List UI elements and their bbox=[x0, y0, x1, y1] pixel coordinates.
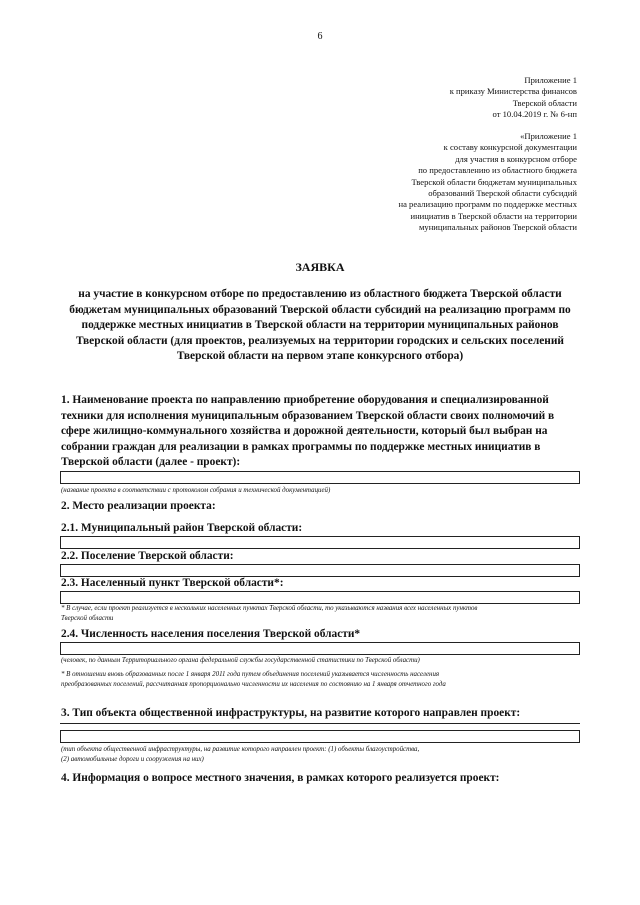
note-line: (2) автомобильные дороги и сооружения на них) bbox=[61, 756, 204, 763]
population-footnote bbox=[61, 670, 446, 690]
document-subtitle bbox=[55, 287, 585, 365]
section-1-line: 1. Наименование проекта по направлению приобретение оборудования и специализированной bbox=[61, 394, 549, 406]
section-2-4-heading: 2.4. Численность населения поселения Тверской области* bbox=[61, 628, 361, 640]
population-source-note: (человек, по данным Территориального органа федеральной службы государственной статистики по Тверской области) bbox=[61, 657, 420, 664]
note-line: (тип объекта общественной инфраструктуры, на развитие которого направлен проект: (1) объекты благоустройства, bbox=[61, 746, 420, 753]
section-1-heading bbox=[61, 393, 581, 471]
appendix-line: Тверской области bbox=[512, 97, 577, 108]
section-1-line: сфере жилищно-коммунального хозяйства и дорожной деятельности, который был выбран на bbox=[61, 425, 548, 437]
appendix-line: Тверской области бюджетам муниципальных bbox=[411, 176, 577, 187]
locality-field[interactable] bbox=[60, 591, 580, 604]
subtitle-line: Тверской области (для проектов, реализуемых на территории городских и сельских поселений bbox=[76, 334, 564, 347]
subtitle-line: поддержке местных инициатив в Тверской области на территории муниципальных районов bbox=[81, 319, 559, 331]
section-4-heading: 4. Информация о вопросе местного значения, в рамках которого реализуется проект: bbox=[61, 772, 500, 784]
population-field[interactable] bbox=[60, 642, 580, 655]
document-title: ЗАЯВКА bbox=[295, 260, 345, 274]
appendix-line: образований Тверской области субсидий bbox=[428, 188, 577, 199]
appendix-line: к приказу Министерства финансов bbox=[449, 86, 577, 97]
appendix-line: к составу конкурсной документации bbox=[443, 142, 577, 153]
appendix-line: от 10.04.2019 г. № 6-нп bbox=[492, 109, 577, 120]
note-line: * В случае, если проект реализуется в нескольких населенных пунктах Тверской области, то указываются названия всех населенных пунктов bbox=[61, 605, 478, 612]
section-3-heading: 3. Тип объекта общественной инфраструктуры, на развитие которого направлен проект: bbox=[61, 707, 521, 719]
appendix-line: для участия в конкурсном отборе bbox=[455, 153, 577, 164]
page-number: 6 bbox=[317, 31, 323, 42]
section-1-line: собрании граждан для реализации в рамках программы по поддержке местных инициатив в bbox=[61, 440, 541, 453]
infrastructure-type-field[interactable] bbox=[60, 730, 580, 743]
project-name-field[interactable] bbox=[60, 471, 580, 484]
note-line: Тверской области bbox=[61, 615, 114, 622]
municipal-district-field[interactable] bbox=[60, 536, 580, 549]
appendix-line: «Приложение 1 bbox=[520, 131, 577, 141]
appendix-line: на реализацию программ по поддержке местных bbox=[398, 199, 577, 210]
appendix-line: инициатив в Тверской области на территории bbox=[410, 210, 577, 221]
infrastructure-type-note bbox=[61, 745, 419, 765]
note-line: преобразованных поселений, рассчитанная пропорционально численности их населения по состоянию на 1 января отчетного года bbox=[61, 681, 446, 688]
note-line: * В отношении вновь образованных после 1 января 2011 года путем объединения поселений указывается численность населения bbox=[61, 671, 440, 678]
section-2-2-heading: 2.2. Поселение Тверской области: bbox=[61, 550, 234, 562]
section-2-heading: 2. Место реализации проекта: bbox=[61, 500, 216, 512]
subtitle-line: бюджетам муниципальных образований Тверской области субсидий на реализацию программ по bbox=[69, 303, 571, 316]
section-1-line: техники для исполнения муниципальным образованием Тверской области своих полномочий в bbox=[61, 409, 555, 422]
locality-note bbox=[61, 604, 477, 624]
project-name-note: (название проекта в соответствии с протоколом собрания и технической документацией) bbox=[61, 487, 331, 494]
appendix-line: по предоставлению из областного бюджета bbox=[418, 165, 577, 176]
section-2-1-heading: 2.1. Муниципальный район Тверской области: bbox=[61, 522, 303, 534]
appendix-line: Приложение 1 bbox=[524, 75, 577, 85]
settlement-field[interactable] bbox=[60, 564, 580, 577]
section-3-rule bbox=[60, 723, 580, 724]
subtitle-line: Тверской области на первом этапе конкурсного отбора) bbox=[176, 350, 464, 362]
appendix-line: муниципальных районов Тверской области bbox=[418, 222, 577, 233]
appendix-competition-block bbox=[398, 131, 577, 234]
subtitle-line: на участие в конкурсном отборе по предоставлению из областного бюджета Тверской области bbox=[78, 288, 562, 300]
section-2-3-heading: 2.3. Населенный пункт Тверской области*: bbox=[61, 577, 284, 589]
appendix-order-block bbox=[450, 75, 577, 121]
section-1-line: Тверской области (далее - проект): bbox=[61, 456, 241, 468]
